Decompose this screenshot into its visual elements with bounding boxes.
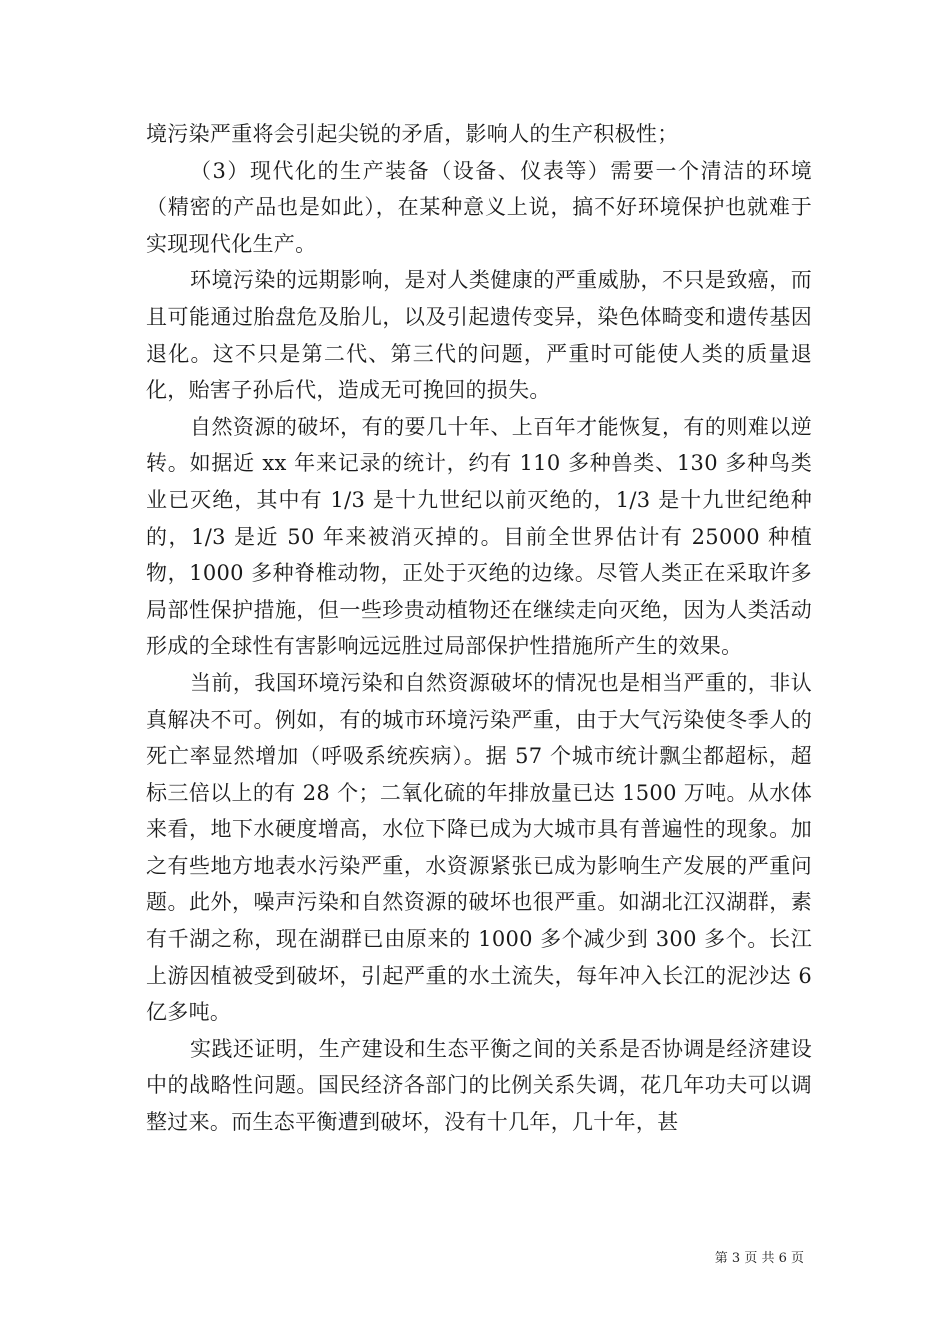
document-body [146,116,812,1141]
paragraph-equipment: （3）现代化的生产装备（设备、仪表等）需要一个清洁的环境（精密的产品也是如此），在某种意义上说，搞不好环境保护也就难于实现现代化生产。 [146,158,812,256]
paragraph-china-situation: 当前，我国环境污染和自然资源破坏的情况也是相当严重的，非认真解决不可。例如，有的城市环境污染严重，由于大气污染使冬季人的死亡率显然增加（呼吸系统疾病）。据 57 个城市统计飘尘都超标，超标三倍以上的有 28 个；二氧化硫的年排放量已达 1500 万吨。从水体来看，地下水硬度增高，水位下降已成为大城市具有普遍性的现象。加之有些地方地表水污染严重，水资源紧张已成为影响生产发展的严重问题。此外，噪声污染和自然资源的破坏也很严重。如湖北江汉湖群，素有千湖之称，现在湖群已由原来的 1000 多个减少到 300 多个。长江上游因植被受到破坏，引起严重的水土流失，每年冲入长江的泥沙达 6 亿多吨。 [146,670,812,1025]
page-number-footer: 第 3 页 共 6 页 [714,1251,804,1266]
paragraph-continuation: 境污染严重将会引起尖锐的矛盾，影响人的生产积极性； [146,122,679,146]
paragraph-practice-proves: 实践还证明，生产建设和生态平衡之间的关系是否协调是经济建设中的战略性问题。国民经济各部门的比例关系失调，花几年功夫可以调整过来。而生态平衡遭到破坏，没有十几年，几十年，甚 [146,1036,812,1135]
paragraph-resource-destruction: 自然资源的破坏，有的要几十年、上百年才能恢复，有的则难以逆转。如据近 xx 年来记录的统计，约有 110 多种兽类、130 多种鸟类业已灭绝，其中有 1/3 是十九世纪以前灭绝的，1/3 是十九世纪绝种的，1/3 是近 50 年来被消灭掉的。目前全世界估计有 25000 种植物，1000 多种脊椎动物，正处于灭绝的边缘。尽管人类正在采取许多局部性保护措施，但一些珍贵动植物还在继续走向灭绝，因为人类活动形成的全球性有害影响远远胜过局部保护性措施所产生的效果。 [146,414,812,659]
paragraph-long-term-impact: 环境污染的远期影响，是对人类健康的严重威胁，不只是致癌，而且可能通过胎盘危及胎儿，以及引起遗传变异，染色体畸变和遗传基因退化。这不只是第二代、第三代的问题，严重时可能使人类的质量退化，贻害子孙后代，造成无可挽回的损失。 [146,268,812,403]
